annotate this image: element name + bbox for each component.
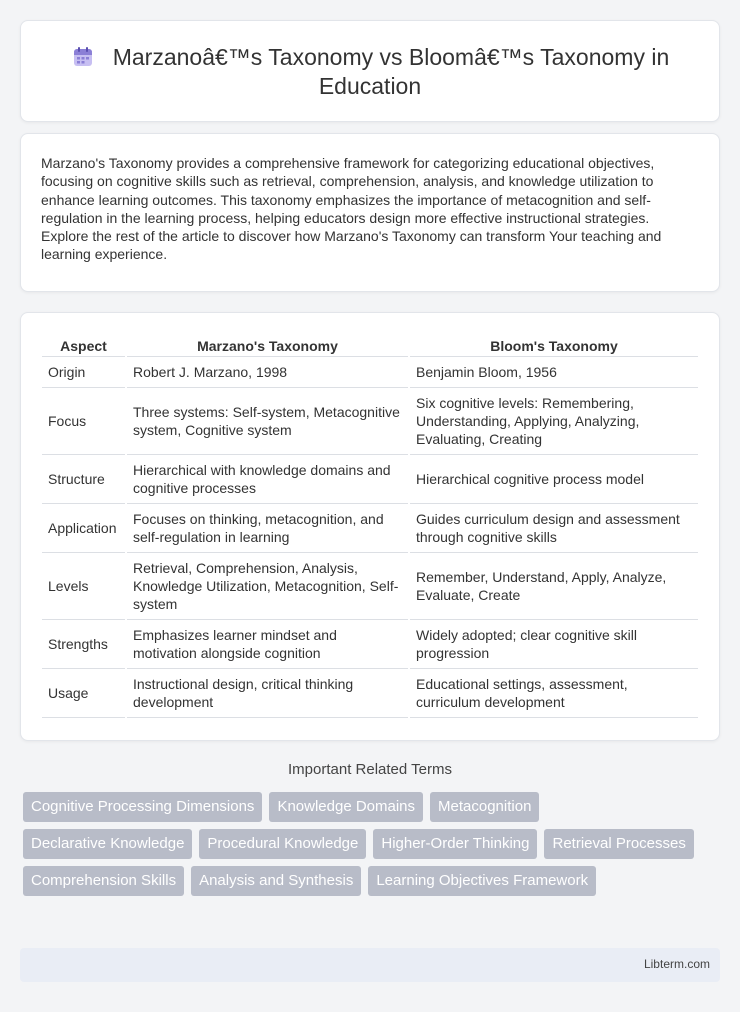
cell-aspect: Application xyxy=(42,503,126,552)
related-term-tag[interactable]: Cognitive Processing Dimensions xyxy=(23,792,262,822)
cell-marzano: Focuses on thinking, metacognition, and self-regulation in learning xyxy=(126,503,409,552)
cell-aspect: Usage xyxy=(42,668,126,717)
table-row xyxy=(42,552,698,619)
table-row xyxy=(42,668,698,717)
table-row xyxy=(42,387,698,454)
cell-bloom: Educational settings, assessment, curriculum development xyxy=(409,668,698,717)
table-row xyxy=(42,503,698,552)
related-term-tag[interactable]: Comprehension Skills xyxy=(23,866,184,896)
header-aspect: Aspect xyxy=(42,333,126,356)
related-terms-title: Important Related Terms xyxy=(288,761,452,778)
cell-marzano: Retrieval, Comprehension, Analysis, Knowledge Utilization, Metacognition, Self-system xyxy=(126,552,409,619)
cell-marzano: Three systems: Self-system, Metacognitive system, Cognitive system xyxy=(126,387,409,454)
related-term-tag[interactable]: Metacognition xyxy=(430,792,539,822)
header-marzano: Marzano's Taxonomy xyxy=(126,333,409,356)
intro-card xyxy=(20,133,720,292)
cell-aspect: Origin xyxy=(42,356,126,387)
related-term-tag[interactable]: Procedural Knowledge xyxy=(199,829,366,859)
cell-bloom: Benjamin Bloom, 1956 xyxy=(409,356,698,387)
cell-marzano: Emphasizes learner mindset and motivation alongside cognition xyxy=(126,619,409,668)
calendar-icon xyxy=(71,45,95,69)
table-header-row xyxy=(42,333,698,356)
cell-marzano: Instructional design, critical thinking development xyxy=(126,668,409,717)
title-card xyxy=(20,20,720,122)
cell-bloom: Widely adopted; clear cognitive skill progression xyxy=(409,619,698,668)
comparison-card xyxy=(20,312,720,741)
cell-aspect: Strengths xyxy=(42,619,126,668)
intro-paragraph: Marzano's Taxonomy provides a comprehensive framework for categorizing educational objectives, focusing on cognitive skills such as retrieval, comprehension, analysis, and knowledge utilization to enhance learning outcomes. This taxonomy emphasizes the importance of metacognition and self-regulation in the learning process, helping educators design more effective instructional strategies. Explore the rest of the article to discover how Marzano's Taxonomy can transform Your teaching and learning experience. xyxy=(41,155,662,263)
related-term-tag[interactable]: Declarative Knowledge xyxy=(23,829,192,859)
footer xyxy=(20,948,720,982)
related-term-tag[interactable]: Retrieval Processes xyxy=(544,829,693,859)
cell-bloom: Guides curriculum design and assessment through cognitive skills xyxy=(409,503,698,552)
page-title-wrap xyxy=(21,43,719,101)
related-term-tag[interactable]: Knowledge Domains xyxy=(269,792,423,822)
cell-marzano: Robert J. Marzano, 1998 xyxy=(126,356,409,387)
cell-marzano: Hierarchical with knowledge domains and cognitive processes xyxy=(126,454,409,503)
cell-aspect: Focus xyxy=(42,387,126,454)
related-term-tag[interactable]: Higher-Order Thinking xyxy=(373,829,537,859)
page-title: Marzanoâ€™s Taxonomy vs Bloomâ€™s Taxonomy in Education xyxy=(112,44,670,99)
cell-bloom: Six cognitive levels: Remembering, Understanding, Applying, Analyzing, Evaluating, Creating xyxy=(409,387,698,454)
table-row xyxy=(42,454,698,503)
related-term-tag[interactable]: Learning Objectives Framework xyxy=(368,866,596,896)
cell-aspect: Levels xyxy=(42,552,126,619)
table-row xyxy=(42,356,698,387)
cell-bloom: Hierarchical cognitive process model xyxy=(409,454,698,503)
header-bloom: Bloom's Taxonomy xyxy=(409,333,698,356)
footer-site-link[interactable]: Libterm.com xyxy=(643,957,710,971)
related-term-tag[interactable]: Analysis and Synthesis xyxy=(191,866,361,896)
table-row xyxy=(42,619,698,668)
comparison-table xyxy=(42,333,698,718)
related-terms-list xyxy=(23,792,713,896)
cell-bloom: Remember, Understand, Apply, Analyze, Evaluate, Create xyxy=(409,552,698,619)
cell-aspect: Structure xyxy=(42,454,126,503)
